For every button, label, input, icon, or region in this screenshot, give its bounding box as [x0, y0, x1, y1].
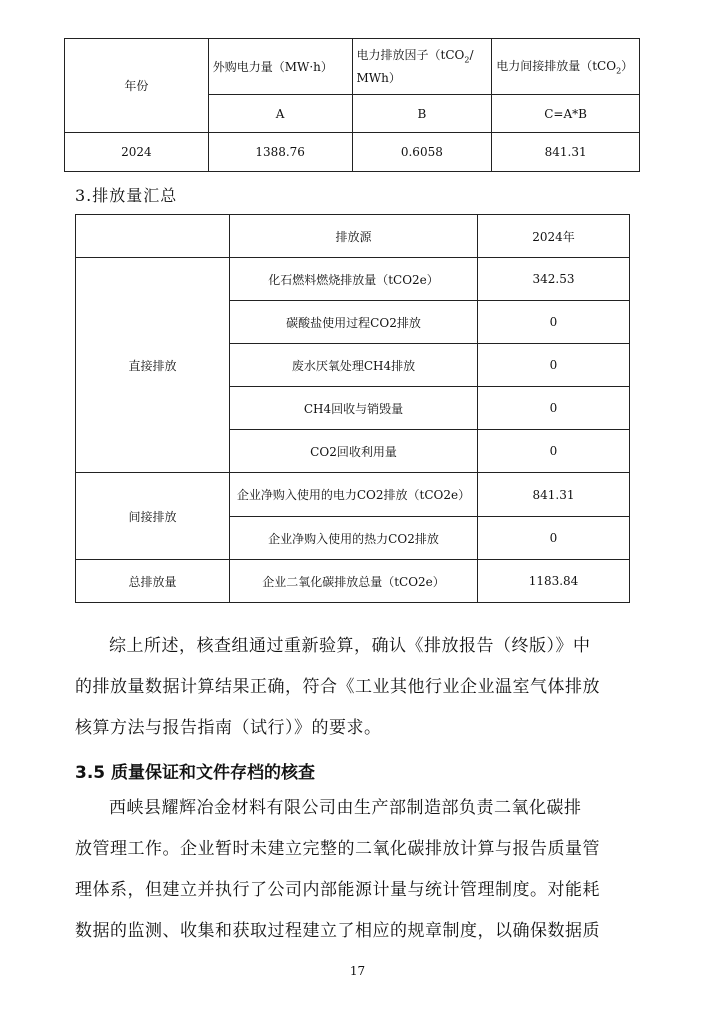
row-power: 1388.76: [208, 133, 352, 172]
source-header: 排放源: [230, 215, 478, 258]
section-3-5-heading: 3.5 质量保证和文件存档的核查: [75, 763, 316, 783]
blank-header-cell: [76, 215, 230, 258]
purchased-power-header: 外购电力量（MW·h）: [208, 39, 352, 95]
table-row-source: 废水厌氧处理CH4排放: [230, 344, 478, 387]
table-row-source: 碳酸盐使用过程CO2排放: [230, 301, 478, 344]
total-emission-label: 总排放量: [76, 560, 230, 603]
table-row-value: 342.53: [478, 258, 630, 301]
table-row-value: 0: [478, 387, 630, 430]
table-row-source: CO2回收利用量: [230, 430, 478, 473]
table-row-value: 841.31: [478, 473, 630, 517]
table-row-value: 0: [478, 430, 630, 473]
row-year: 2024: [65, 133, 209, 172]
row-emission: 841.31: [492, 133, 640, 172]
table-row-value: 0: [478, 344, 630, 387]
direct-emission-label: 直接排放: [76, 258, 230, 473]
year-header: 2024年: [478, 215, 630, 258]
quality-paragraph: 西峡县耀辉冶金材料有限公司由生产部制造部负责二氧化碳排 放管理工作。企业暂时未建立完整的二氧化碳排放计算与报告质量管 理体系，但建立并执行了公司内部能源计量与统计管理制度。对能耗 数据的监测、收集和获取过程建立了相应的规章制度，以确保数据质: [75, 798, 600, 941]
emission-factor-header: 电力排放因子（tCO$_2$/ MWh）: [352, 39, 492, 95]
table-row-source: 企业二氧化碳排放总量（tCO2e）: [230, 560, 478, 603]
table-row-value: 0: [478, 517, 630, 560]
formula-b: B: [352, 95, 492, 133]
formula-a: A: [208, 95, 352, 133]
table-row-value: 0: [478, 301, 630, 344]
table-row-source: 企业净购入使用的热力CO2排放: [230, 517, 478, 560]
row-factor: 0.6058: [352, 133, 492, 172]
formula-c: C=A*B: [492, 95, 640, 133]
electricity-emission-table: [64, 38, 640, 172]
emission-summary-table: [75, 214, 630, 603]
section-3-heading: 3.排放量汇总: [75, 186, 178, 205]
table-row-value: 1183.84: [478, 560, 630, 603]
table-row-source: 化石燃料燃烧排放量（tCO2e）: [230, 258, 478, 301]
table-row-source: CH4回收与销毁量: [230, 387, 478, 430]
table-row-source: 企业净购入使用的电力CO2排放（tCO2e）: [230, 473, 478, 517]
page-number: 17: [349, 964, 366, 978]
conclusion-paragraph: 综上所述，核查组通过重新验算，确认《排放报告（终版）》中 的排放量数据计算结果正确，符合《工业其他行业企业温室气体排放 核算方法与报告指南（试行）》的要求。: [75, 636, 600, 738]
year-header: 年份: [65, 39, 209, 133]
indirect-emission-label: 间接排放: [76, 473, 230, 560]
indirect-emission-header: 电力间接排放量（tCO$_2$）: [492, 39, 640, 95]
